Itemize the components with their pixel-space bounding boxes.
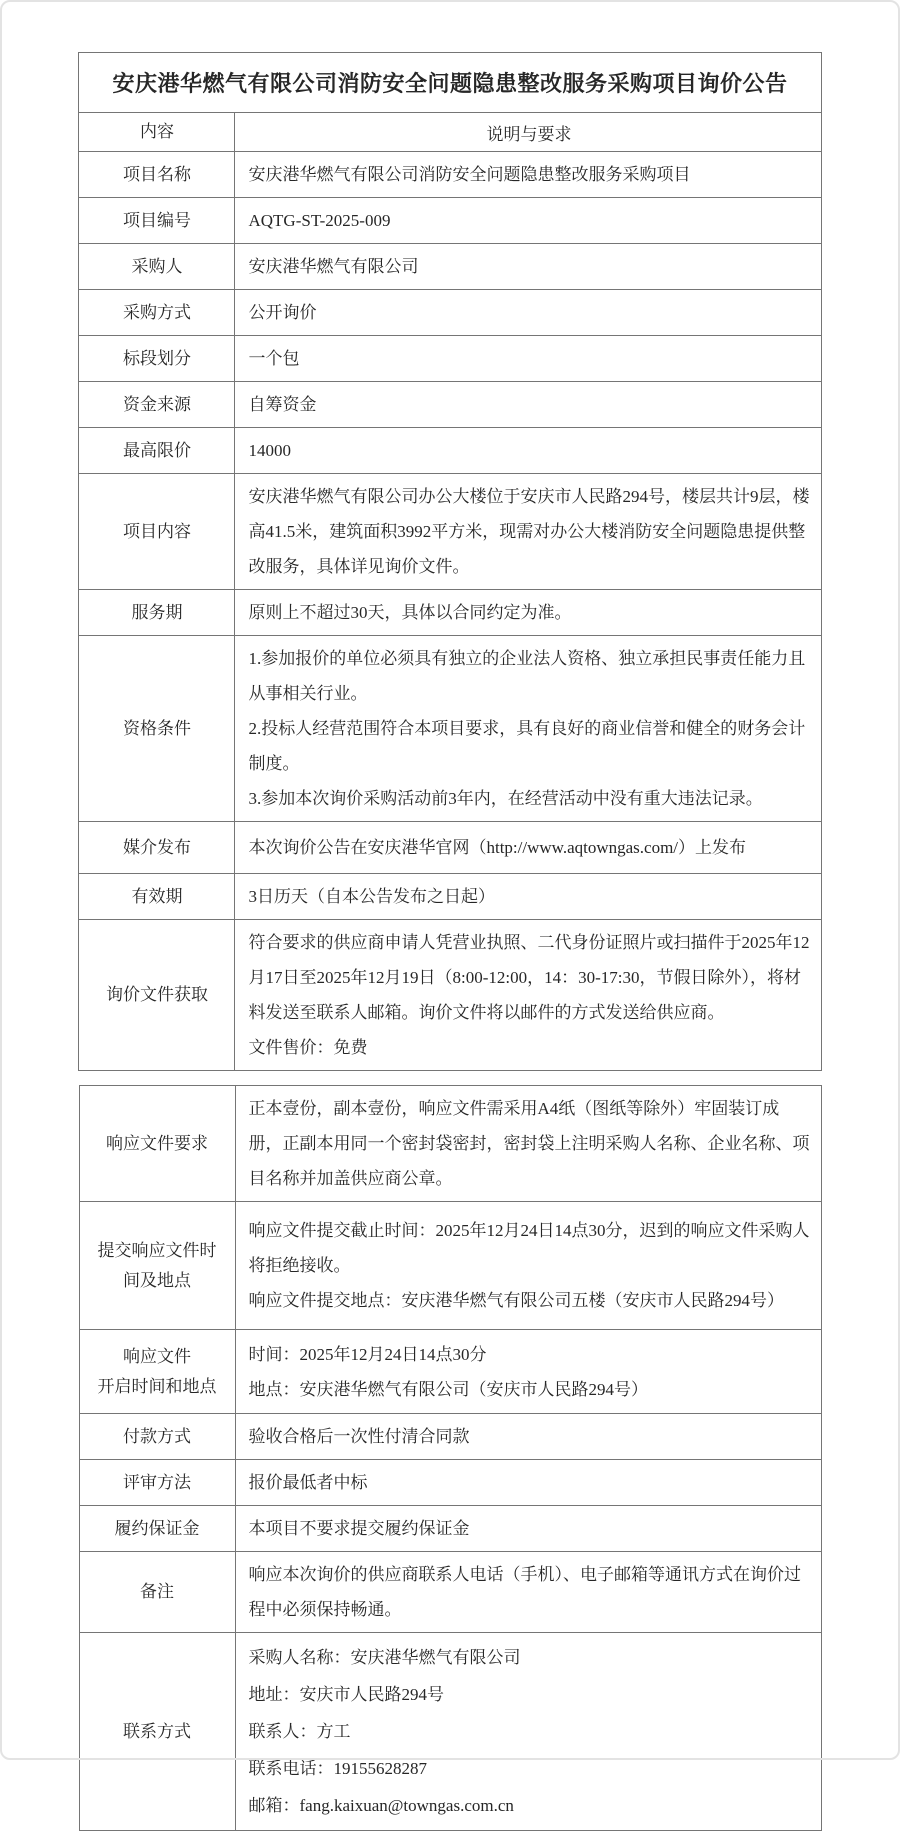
cell-paragraph: 地址：安庆市人民路294号 [248,1685,444,1704]
row-value [235,636,821,822]
row-label-line: 服务期 [131,602,183,622]
row-label-line: 采购人 [131,256,183,276]
cell-paragraph: 安庆港华燃气有限公司办公大楼位于安庆市人民路294号，楼层共计9层，楼高41.5米，建筑面积3992平方米，现需对办公大楼消防安全问题隐患提供整改服务，具体详见询价文件。 [248,487,810,576]
row-label [79,198,235,244]
table-row [79,636,821,822]
table-row [79,1506,821,1552]
table-row [79,244,821,290]
row-value [235,1506,821,1552]
header-content-column: 内容 [79,113,235,152]
row-label-line: 间及地点 [123,1270,191,1290]
row-label [79,822,235,874]
header-row [79,113,821,152]
row-label-line: 有效期 [131,886,183,906]
cell-paragraph: 1.参加报价的单位必须具有独立的企业法人资格、独立承担民事责任能力且从事相关行业。 [248,649,806,703]
table-row [79,822,821,874]
announcement-supplement-table [79,1085,822,1831]
table-row [79,874,821,920]
table-row [79,1086,821,1202]
header-description-column: 说明与要求 [235,113,821,152]
row-value [235,244,821,290]
row-label [79,874,235,920]
cell-paragraph: 符合要求的供应商申请人凭营业执照、二代身份证照片或扫描件于2025年12月17日至2025年12月19日（8:00-12:00，14：30-17:30，节假日除外），将材料发送至联系人邮箱。询价文件将以邮件的方式发送给供应商。 [248,933,810,1022]
table-row [79,382,821,428]
row-value [235,152,821,198]
cell-paragraph: 一个包 [248,349,300,368]
row-label [79,428,235,474]
row-value [235,1633,821,1831]
row-label-line: 开启时间和地点 [97,1376,217,1396]
cell-paragraph: 3.参加本次询价采购活动前3年内，在经营活动中没有重大违法记录。 [248,789,763,808]
table-row [79,1460,821,1506]
cell-paragraph: 联系人：方工 [248,1722,351,1741]
row-label [79,1506,235,1552]
row-label [79,1202,235,1330]
row-value [235,1202,821,1330]
row-value [235,590,821,636]
cell-paragraph: 响应文件提交截止时间：2025年12月24日14点30分，迟到的响应文件采购人将拒绝接收。 [248,1221,810,1275]
row-label [79,1633,235,1831]
cell-paragraph: 文件售价：免费 [248,1038,368,1057]
cell-paragraph: 本次询价公告在安庆港华官网（http://www.aqtowngas.com/）上发布 [248,838,747,857]
row-label-line: 采购方式 [122,302,191,322]
cell-paragraph: 安庆港华燃气有限公司消防安全问题隐患整改服务采购项目 [248,165,691,184]
cell-paragraph: 采购人名称：安庆港华燃气有限公司 [248,1648,521,1667]
row-label-line: 项目名称 [122,164,191,184]
row-label [79,1330,235,1414]
row-label [79,636,235,822]
row-label [79,382,235,428]
table-row [79,1552,821,1633]
table-row [79,198,821,244]
row-label-line: 项目内容 [122,521,191,541]
cell-paragraph: 地点：安庆港华燃气有限公司（安庆市人民路294号） [248,1379,648,1399]
cell-paragraph: 原则上不超过30天，具体以合同约定为准。 [248,603,572,622]
row-value [235,290,821,336]
table-row [79,1414,821,1460]
cell-paragraph: 联系电话：19155628287 [248,1759,427,1778]
cell-paragraph: 报价最低者中标 [248,1473,368,1492]
row-value [235,874,821,920]
table-row [79,1330,821,1414]
row-label-line: 响应文件要求 [106,1133,208,1153]
row-label-line: 媒介发布 [122,837,191,857]
cell-paragraph: AQTG-ST-2025-009 [248,211,391,230]
table-row [79,1633,821,1831]
row-label-line: 评审方法 [123,1472,191,1492]
row-label [79,244,235,290]
row-label-line: 履约保证金 [114,1518,200,1538]
supplement-table-body [79,1086,821,1831]
row-label [79,290,235,336]
row-label-line: 联系方式 [123,1721,191,1741]
table-row [79,590,821,636]
row-label [79,152,235,198]
table-row [79,474,821,590]
row-value [235,1552,821,1633]
cell-paragraph: 时间：2025年12月24日14点30分 [248,1344,487,1364]
title-row [79,53,821,113]
row-label-line: 项目编号 [122,210,191,230]
row-label [79,1086,235,1202]
announcement-title: 安庆港华燃气有限公司消防安全问题隐患整改服务采购项目询价公告 [79,53,821,113]
row-value [235,1460,821,1506]
row-label-line: 资格条件 [122,718,191,738]
row-value [235,428,821,474]
row-label [79,474,235,590]
row-value [235,336,821,382]
cell-paragraph: 公开询价 [248,303,317,322]
row-label-line: 标段划分 [122,348,191,368]
row-value [235,474,821,590]
table-row [79,290,821,336]
row-value [235,920,821,1071]
main-table-body [79,53,821,1071]
cell-paragraph: 2.投标人经营范围符合本项目要求，具有良好的商业信誉和健全的财务会计制度。 [248,719,806,773]
cell-paragraph: 邮箱：fang.kaixuan@towngas.com.cn [248,1796,514,1815]
row-label-line: 付款方式 [123,1426,191,1446]
cell-paragraph: 本项目不要求提交履约保证金 [248,1519,470,1538]
row-label [79,1414,235,1460]
row-label-line: 资金来源 [122,394,191,414]
cell-paragraph: 14000 [248,441,291,460]
row-label-line: 询价文件获取 [105,985,208,1004]
row-value [235,822,821,874]
table-row [79,428,821,474]
cell-paragraph: 安庆港华燃气有限公司 [248,257,419,276]
table-row [79,1202,821,1330]
row-label [79,1460,235,1506]
cell-paragraph: 正本壹份，副本壹份，响应文件需采用A4纸（图纸等除外）牢固装订成册，正副本用同一个密封袋密封，密封袋上注明采购人名称、企业名称、项目名称并加盖供应商公章。 [248,1099,810,1188]
row-value [235,198,821,244]
table-row [79,920,821,1071]
row-label [79,336,235,382]
table-row [79,152,821,198]
row-value [235,1414,821,1460]
cell-paragraph: 自筹资金 [248,395,317,414]
row-label [79,1552,235,1633]
row-label-line: 备注 [140,1582,174,1601]
cell-paragraph: 响应本次询价的供应商联系人电话（手机）、电子邮箱等通讯方式在询价过程中必须保持畅通。 [248,1565,801,1619]
row-label-line: 响应文件 [123,1346,191,1366]
cell-paragraph: 响应文件提交地点：安庆港华燃气有限公司五楼（安庆市人民路294号） [248,1291,784,1310]
announcement-main-table [78,52,821,1071]
row-label-line: 提交响应文件时 [97,1240,217,1260]
row-label [79,920,235,1071]
cell-paragraph: 验收合格后一次性付清合同款 [248,1427,470,1446]
row-label [79,590,235,636]
table-row [79,336,821,382]
row-value [235,1330,821,1414]
row-value [235,1086,821,1202]
cell-paragraph: 3日历天（自本公告发布之日起） [248,887,495,906]
row-label-line: 最高限价 [122,440,191,460]
row-value [235,382,821,428]
